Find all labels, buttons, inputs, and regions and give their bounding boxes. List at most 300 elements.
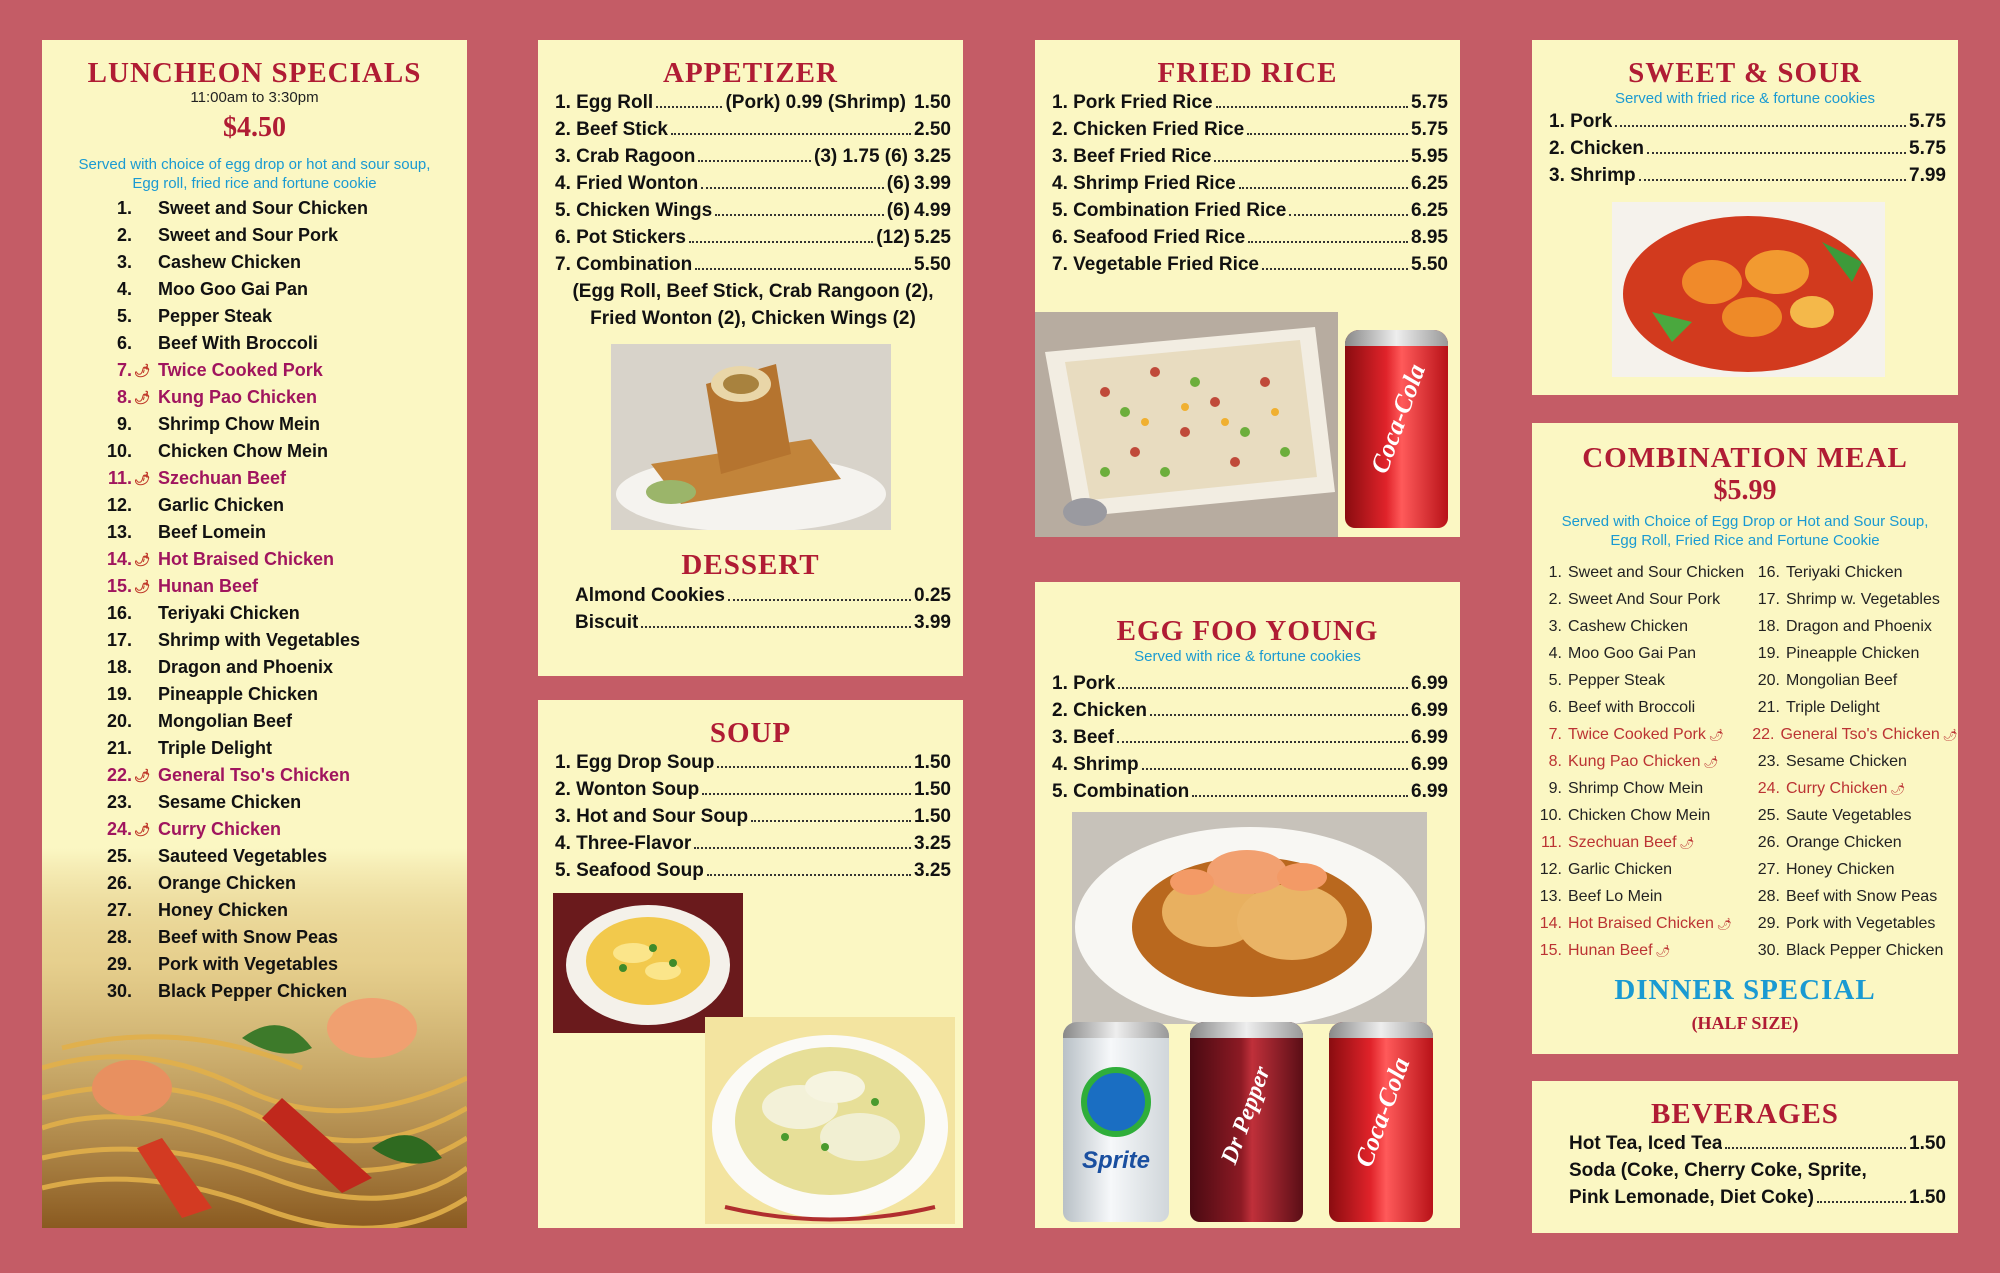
menu-item-row [1052, 173, 1448, 200]
menu-item-row [555, 806, 951, 833]
item-name: Honey Chicken [1786, 860, 1895, 878]
appetizer-row-6 [555, 227, 951, 254]
item-name: Chicken Chow Mein [158, 441, 329, 461]
luncheon-item [84, 546, 464, 573]
item-name: Orange Chicken [158, 873, 297, 893]
item-number: 28. [106, 927, 132, 947]
pepper-icon: 🌶 [1890, 781, 1906, 796]
item-name: 1. Egg Roll [555, 91, 654, 113]
item-number: 12. [1539, 860, 1562, 878]
item-name: 2. Chicken [1052, 699, 1148, 721]
item-name: Sweet And Sour Pork [1568, 590, 1721, 608]
item-number: 1. [1548, 563, 1562, 581]
item-price: 1.50 [914, 778, 951, 800]
combination-title: COMBINATION MEAL [1582, 442, 1908, 474]
item-number: 16. [1757, 563, 1780, 581]
luncheon-item [84, 249, 464, 276]
item-price: 3.99 [914, 172, 951, 194]
item-price: 1.50 [914, 751, 951, 773]
luncheon-item [84, 951, 464, 978]
item-price: 1.50 [1909, 1186, 1946, 1208]
item-name: Hot Braised Chicken [158, 549, 335, 569]
pepper-icon: 🌶 [1655, 943, 1671, 958]
luncheon-item [84, 276, 464, 303]
beverages-row-3 [1569, 1187, 1946, 1214]
menu-item-row [1052, 254, 1448, 281]
item-name: 6. Seafood Fried Rice [1052, 226, 1246, 248]
combination-note-2: Fried Wonton (2), Chicken Wings (2) [590, 307, 916, 329]
item-number: 7. [1548, 725, 1562, 743]
item-name: 2. Wonton Soup [555, 778, 700, 800]
item-name: Sauteed Vegetables [158, 846, 328, 866]
luncheon-item [84, 222, 464, 249]
item-name: Dragon and Phoenix [1786, 617, 1932, 635]
item-number: 6. [116, 333, 132, 353]
sweet-sour-note: Served with fried rice & fortune cookies [1614, 89, 1876, 107]
coca-cola-can [1345, 330, 1448, 528]
pepper-icon: 🌶 [133, 767, 151, 783]
fried-rice-title: FRIED RICE [1157, 57, 1338, 89]
beverages-row-2 [1569, 1160, 1946, 1187]
item-price: 6.99 [1411, 753, 1448, 775]
item-name: Beef with Broccoli [1568, 698, 1696, 716]
item-number: 24. [1757, 779, 1780, 797]
dessert-row-2 [575, 612, 951, 639]
item-number: 4. [1548, 644, 1562, 662]
combination-item [1532, 694, 1750, 721]
item-number: 29. [106, 954, 132, 974]
combination-item [1532, 829, 1750, 856]
menu-item-row [1052, 781, 1448, 808]
egg-roll-photo [611, 344, 891, 530]
combination-item [1532, 559, 1750, 586]
item-name: Sweet and Sour Chicken [158, 198, 369, 218]
luncheon-item [84, 735, 464, 762]
item-name: Saute Vegetables [1786, 806, 1912, 824]
sweet-sour-list [1532, 109, 1958, 192]
combination-item [1532, 775, 1750, 802]
item-price: 7.99 [1909, 164, 1946, 186]
item-number: 9. [116, 414, 132, 434]
item-number: 19. [1757, 644, 1780, 662]
dessert-title: DESSERT [681, 549, 820, 581]
item-name: Shrimp with Vegetables [158, 630, 361, 650]
item-name: Black Pepper Chicken [158, 981, 348, 1001]
combination-item [1750, 559, 1958, 586]
combination-item [1750, 748, 1958, 775]
item-name: Biscuit [575, 612, 639, 633]
luncheon-item [84, 681, 464, 708]
combination-item [1750, 802, 1958, 829]
item-name: 2. Chicken [1549, 137, 1645, 159]
item-name: 3. Crab Ragoon [555, 145, 696, 167]
dessert-row-1 [575, 585, 951, 612]
combination-item [1750, 937, 1958, 964]
appetizer-row-4 [555, 173, 951, 200]
item-name: Pepper Steak [158, 306, 273, 326]
item-price: 3.99 [914, 612, 951, 633]
item-name: Pork with Vegetables [1786, 914, 1936, 932]
luncheon-item [84, 600, 464, 627]
item-name: Sweet and Sour Chicken [1568, 563, 1745, 581]
menu-item-row [1549, 138, 1946, 165]
item-number: 12. [106, 495, 132, 515]
combination-item [1532, 802, 1750, 829]
pepper-icon: 🌶 [133, 389, 151, 405]
egg-foo-young-panel [1035, 582, 1460, 1228]
combination-panel [1532, 423, 1958, 1054]
item-number: 2. [116, 225, 132, 245]
combination-item [1750, 640, 1958, 667]
item-number: 10. [1539, 806, 1562, 824]
item-number: 30. [1757, 941, 1780, 959]
pepper-icon: 🌶 [1708, 727, 1725, 742]
item-name: Sesame Chicken [158, 792, 302, 812]
item-price: 5.95 [1411, 145, 1448, 167]
item-name: Pepper Steak [1568, 671, 1665, 689]
menu-item-row [1052, 227, 1448, 254]
half-size-label: (HALF SIZE) [1691, 1013, 1799, 1033]
item-name: Shrimp Chow Mein [158, 414, 320, 434]
item-name: 5. Chicken Wings [555, 199, 713, 221]
combination-note-2: Egg Roll, Fried Rice and Fortune Cookie [1610, 531, 1880, 549]
combination-item [1750, 721, 1958, 748]
item-number: 20. [1757, 671, 1780, 689]
combination-item [1532, 883, 1750, 910]
item-number: 29. [1757, 914, 1780, 932]
luncheon-item [84, 519, 464, 546]
item-number: 27. [1757, 860, 1780, 878]
luncheon-item [84, 870, 464, 897]
item-number: 6. [1548, 698, 1562, 716]
luncheon-item [84, 465, 464, 492]
coca-cola-logo: Coca-Cola [1364, 360, 1432, 478]
item-name: 3. Beef Fried Rice [1052, 145, 1212, 167]
item-name: Garlic Chicken [1568, 860, 1673, 878]
menu-item-row [1052, 727, 1448, 754]
item-name: 5. Combination Fried Rice [1052, 199, 1287, 221]
item-number: 17. [106, 630, 132, 650]
appetizer-row-2 [555, 119, 951, 146]
egg-drop-soup-photo [553, 893, 743, 1033]
item-number: 30. [106, 981, 132, 1001]
item-number: 23. [106, 792, 132, 812]
item-name: Dragon and Phoenix [158, 657, 334, 677]
item-price: 6.25 [1411, 199, 1448, 221]
item-price: 6.99 [1411, 780, 1448, 802]
appetizer-row-5 [555, 200, 951, 227]
appetizer-panel [538, 40, 963, 676]
item-price: 5.75 [1909, 110, 1946, 132]
luncheon-title: LUNCHEON SPECIALS [87, 57, 422, 89]
combination-item [1750, 586, 1958, 613]
item-name: Twice Cooked Pork [158, 360, 323, 380]
item-name: Almond Cookies [575, 585, 725, 606]
combination-item [1750, 910, 1958, 937]
item-name: Shrimp w. Vegetables [1786, 590, 1940, 608]
item-price: 4.99 [914, 199, 951, 221]
item-name: Beef with Snow Peas [1786, 887, 1938, 905]
item-name: 2. Beef Stick [555, 118, 668, 140]
luncheon-item [84, 573, 464, 600]
item-number: 14. [1539, 914, 1562, 932]
item-number: 16. [106, 603, 132, 623]
sprite-label: Sprite [1081, 1147, 1150, 1174]
item-name: 6. Pot Stickers [555, 226, 686, 248]
item-number: 23. [1757, 752, 1780, 770]
fried-rice-list [1035, 90, 1460, 281]
item-name: Hunan Beef [1568, 941, 1653, 959]
item-number: 11. [107, 468, 132, 488]
combination-price: $5.99 [1713, 474, 1777, 506]
luncheon-item [84, 843, 464, 870]
item-name: Beef Lo Mein [1568, 887, 1663, 905]
appetizer-title: APPETIZER [663, 57, 838, 89]
item-variants: (6) [886, 172, 911, 194]
item-name: General Tso's Chicken [158, 765, 351, 785]
wonton-soup-photo [705, 1017, 955, 1224]
item-name: Teriyaki Chicken [1786, 563, 1903, 581]
luncheon-panel [42, 40, 467, 1228]
combination-list-left [1532, 559, 1750, 964]
beverages-title: BEVERAGES [1651, 1098, 1839, 1130]
item-price: 5.50 [914, 253, 951, 275]
item-name: Mongolian Beef [158, 711, 292, 731]
item-name: Cashew Chicken [158, 252, 302, 272]
item-name: Hot Braised Chicken [1568, 914, 1714, 932]
luncheon-item [84, 654, 464, 681]
item-number: 13. [106, 522, 132, 542]
coca-cola-can-2 [1329, 1022, 1433, 1222]
soup-list [538, 750, 963, 887]
item-price: 6.99 [1411, 699, 1448, 721]
item-name: 4. Shrimp [1052, 753, 1139, 775]
item-number: 21. [106, 738, 132, 758]
item-name: Pineapple Chicken [158, 684, 319, 704]
menu-item-row [1052, 146, 1448, 173]
item-name: 1. Pork [1052, 672, 1116, 694]
luncheon-note-2: Egg roll, fried rice and fortune cookie [132, 175, 377, 193]
combination-note-1: (Egg Roll, Beef Stick, Crab Rangoon (2), [572, 280, 934, 302]
item-number: 7. [116, 360, 132, 380]
item-name: Teriyaki Chicken [158, 603, 300, 623]
sweet-sour-title: SWEET & SOUR [1628, 57, 1862, 89]
item-variants: (3) 1.75 (6) [814, 145, 909, 167]
egg-foo-young-list [1035, 667, 1460, 808]
item-price: 1.50 [914, 91, 951, 113]
item-number: 13. [1539, 887, 1562, 905]
menu-item-row [1052, 700, 1448, 727]
item-name: Chicken Chow Mein [1568, 806, 1711, 824]
item-name: Pink Lemonade, Diet Coke) [1569, 1186, 1814, 1208]
pepper-icon: 🌶 [1942, 727, 1958, 742]
item-variants: (6) [886, 199, 911, 221]
combination-item [1750, 883, 1958, 910]
item-name: 3. Shrimp [1549, 164, 1636, 186]
luncheon-item [84, 411, 464, 438]
item-number: 27. [106, 900, 132, 920]
item-number: 18. [106, 657, 132, 677]
sprite-can [1063, 1022, 1169, 1222]
luncheon-item [84, 438, 464, 465]
item-price: 5.50 [1411, 253, 1448, 275]
item-number: 15. [1539, 941, 1562, 959]
item-name: 7. Vegetable Fried Rice [1052, 253, 1259, 275]
luncheon-item [84, 384, 464, 411]
pepper-icon: 🌶 [133, 551, 151, 567]
soup-title: SOUP [709, 717, 792, 749]
item-number: 22. [1752, 725, 1775, 743]
menu-item-row [555, 752, 951, 779]
pepper-icon: 🌶 [133, 362, 151, 378]
item-price: 6.25 [1411, 172, 1448, 194]
luncheon-item [84, 762, 464, 789]
luncheon-item [84, 924, 464, 951]
item-number: 17. [1757, 590, 1780, 608]
item-price: 3.25 [914, 832, 951, 854]
item-name: Twice Cooked Pork [1568, 725, 1706, 743]
pepper-icon: 🌶 [133, 578, 151, 594]
item-name: Kung Pao Chicken [158, 387, 318, 407]
item-price: 1.50 [914, 805, 951, 827]
sweet-sour-panel [1532, 40, 1958, 395]
item-name: 5. Seafood Soup [555, 859, 704, 881]
fried-rice-photo [1035, 312, 1338, 537]
item-number: 28. [1757, 887, 1780, 905]
beverages-panel [1532, 1081, 1958, 1233]
item-number: 22. [106, 765, 132, 785]
item-name: Moo Goo Gai Pan [158, 279, 309, 299]
luncheon-item [84, 492, 464, 519]
item-name: Beef with Snow Peas [158, 927, 339, 947]
item-name: Pineapple Chicken [1786, 644, 1920, 662]
menu-item-row [1052, 754, 1448, 781]
menu-item-row [1549, 165, 1946, 192]
luncheon-item [84, 816, 464, 843]
soup-panel [538, 700, 963, 1228]
sweet-sour-photo [1612, 202, 1885, 377]
item-name: 7. Combination [555, 253, 693, 275]
item-name: Kung Pao Chicken [1568, 752, 1701, 770]
coca-cola-logo-2: Coca-Cola [1349, 1053, 1416, 1171]
item-number: 25. [1757, 806, 1780, 824]
dinner-special-title: DINNER SPECIAL [1614, 974, 1876, 1006]
item-number: 8. [1548, 752, 1562, 770]
appetizer-row-3 [555, 146, 951, 173]
combination-item [1532, 586, 1750, 613]
dr-pepper-logo: Dr Pepper [1216, 1062, 1276, 1168]
luncheon-note-1: Served with choice of egg drop or hot and sour soup, [78, 156, 431, 174]
menu-item-row [1052, 200, 1448, 227]
item-name: 5. Combination [1052, 780, 1190, 802]
item-price: 3.25 [914, 859, 951, 881]
menu-item-row [1052, 92, 1448, 119]
combination-note-1: Served with Choice of Egg Drop or Hot and Sour Soup, [1561, 512, 1929, 530]
item-number: 3. [116, 252, 132, 272]
luncheon-item [84, 357, 464, 384]
luncheon-list [84, 195, 464, 1005]
combination-item [1532, 613, 1750, 640]
item-name: 1. Pork [1549, 110, 1613, 132]
item-name: Orange Chicken [1786, 833, 1902, 851]
item-number: 1. [116, 198, 132, 218]
item-number: 20. [106, 711, 132, 731]
item-name: Szechuan Beef [1568, 833, 1677, 851]
item-name: Beef Lomein [158, 522, 267, 542]
item-name: 4. Shrimp Fried Rice [1052, 172, 1236, 194]
item-name: Sesame Chicken [1786, 752, 1907, 770]
menu-item-row [1549, 111, 1946, 138]
item-price: 6.99 [1411, 672, 1448, 694]
item-number: 5. [116, 306, 132, 326]
item-price: 8.95 [1411, 226, 1448, 248]
combination-item [1532, 748, 1750, 775]
pepper-icon: 🌶 [133, 821, 151, 837]
appetizer-row-1 [555, 92, 951, 119]
item-name: 4. Fried Wonton [555, 172, 699, 194]
egg-foo-young-photo [1072, 812, 1427, 1024]
luncheon-item [84, 897, 464, 924]
item-price: 5.75 [1411, 118, 1448, 140]
item-price: 6.99 [1411, 726, 1448, 748]
item-price: 5.75 [1411, 91, 1448, 113]
item-number: 4. [116, 279, 132, 299]
item-name: 1. Egg Drop Soup [555, 751, 715, 773]
item-price: 5.75 [1909, 137, 1946, 159]
item-name: Triple Delight [158, 738, 273, 758]
item-number: 26. [1757, 833, 1780, 851]
luncheon-item [84, 627, 464, 654]
item-name: Triple Delight [1786, 698, 1880, 716]
item-number: 19. [106, 684, 132, 704]
item-number: 3. [1548, 617, 1562, 635]
pepper-icon: 🌶 [1716, 916, 1733, 931]
item-number: 14. [106, 549, 132, 569]
menu-item-row [555, 860, 951, 887]
item-name: Curry Chicken [1786, 779, 1888, 797]
combination-item [1532, 721, 1750, 748]
item-price: 3.25 [914, 145, 951, 167]
item-number: 11. [1540, 833, 1562, 851]
item-number: 8. [116, 387, 132, 407]
luncheon-item [84, 789, 464, 816]
combination-item [1750, 613, 1958, 640]
item-number: 18. [1757, 617, 1780, 635]
menu-item-row [1052, 673, 1448, 700]
combination-item [1750, 856, 1958, 883]
item-name: Black Pepper Chicken [1786, 941, 1944, 959]
dr-pepper-can [1190, 1022, 1303, 1222]
item-number: 21. [1757, 698, 1780, 716]
luncheon-item [84, 330, 464, 357]
item-name: 2. Chicken Fried Rice [1052, 118, 1245, 140]
item-number: 5. [1548, 671, 1562, 689]
item-name: Soda (Coke, Cherry Coke, Sprite, [1569, 1159, 1867, 1181]
item-name: Curry Chicken [158, 819, 282, 839]
sprite-logo-icon [1081, 1067, 1151, 1137]
menu-item-row [555, 833, 951, 860]
combination-item [1532, 937, 1750, 964]
item-variants: (12) [876, 226, 911, 248]
pepper-icon: 🌶 [1679, 835, 1695, 850]
fried-rice-panel [1035, 40, 1460, 537]
item-price: 1.50 [1909, 1132, 1946, 1154]
luncheon-item [84, 303, 464, 330]
luncheon-hours: 11:00am to 3:30pm [190, 88, 319, 106]
item-name: 4. Three-Flavor [555, 832, 692, 854]
item-number: 25. [106, 846, 132, 866]
item-price: 2.50 [914, 118, 951, 140]
